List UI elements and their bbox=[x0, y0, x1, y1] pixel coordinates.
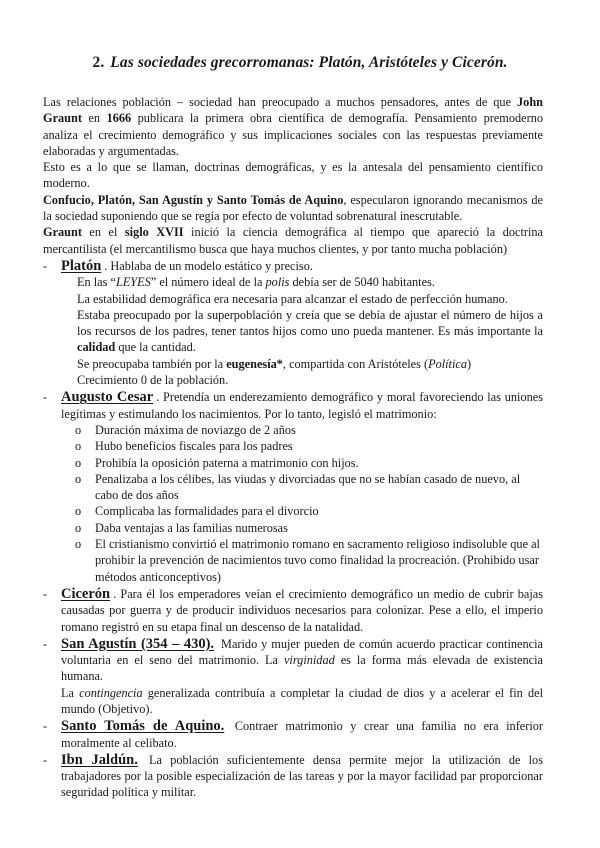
platon-line-5: Crecimiento 0 de la población. bbox=[77, 373, 229, 388]
section-jaldun: - Ibn Jaldún. La población suficientemente densa permite mejor la utilización de los trabajadores por la posible especialización de las tareas y por la mayor facilidad par proporcionar seguridad política y militar. bbox=[43, 751, 543, 800]
platon-line-2: La estabilidad demográfica era necesaria para alcanzar el estado de perfección humano. bbox=[77, 291, 508, 306]
section-agustin: - San Agustín (354 – 430). Marido y mujer pueden de común acuerdo practicar continencia voluntaria en el seno del matrimonio. La virginidad es la forma más elevada de existencia humana. La contingencia generalizada contribuía a completar la ciudad de dios y a acelerar el fin del mundo (Objetivo). bbox=[43, 635, 543, 716]
list-item: o Daba ventajas a las familias numerosas bbox=[75, 520, 288, 535]
section-title-text: Las sociedades grecorromanas: Platón, Aristóteles y Cicerón. bbox=[110, 54, 508, 71]
list-item: o Duración máxima de noviazgo de 2 años bbox=[75, 422, 296, 437]
list-item: o Hubo beneficios fiscales para los padres bbox=[75, 439, 293, 454]
list-dash: - bbox=[43, 258, 48, 273]
document-body bbox=[43, 94, 543, 801]
list-item: o Prohibía la oposición paterna a matrimonio con hijos. bbox=[75, 455, 359, 470]
intro-paragraph-2: Esto es a lo que se llaman, doctrinas demográficas, y es la antesala del pensamiento científico moderno. bbox=[43, 160, 543, 191]
heading-agustin: San Agustín (354 – 430). bbox=[61, 635, 215, 652]
section-tomas: - Santo Tomás de Aquino. Contraer matrimonio y crear una familia no era inferior moralmente al celibato. bbox=[43, 718, 543, 750]
intro-paragraph-1: Las relaciones población – sociedad han preocupado a muchos pensadores, antes de que John Graunt en 1666 publicara la primera obra científica de demografía. Pensamiento premoderno analiza el crecimiento demográfico y sus implicaciones sociales con las respuestas previamente elaboradas y argumentadas. bbox=[43, 95, 543, 158]
heading-platon: Platón bbox=[61, 257, 102, 274]
heading-jaldun: Ibn Jaldún. bbox=[61, 751, 138, 768]
heading-augusto: Augusto Cesar bbox=[61, 389, 154, 406]
platon-line-1: En las “LEYES” el número ideal de la polis debía ser de 5040 habitantes. bbox=[77, 275, 435, 290]
intro-paragraph-3: Confucio, Platón, San Agustín y Santo Tomás de Aquino, especularon ignorando mecanismos de la sociedad suponiendo que se regía por efecto de voluntad sobrenatural inescrutable. bbox=[43, 192, 543, 224]
platon-line-4: Se preocupaba también por la eugenesía*, compartida con Aristóteles (Política) bbox=[77, 356, 472, 371]
list-dash: - bbox=[43, 586, 48, 601]
list-dash: - bbox=[43, 390, 48, 405]
list-dash: - bbox=[43, 636, 48, 651]
list-item: o Penalizaba a los célibes, las viudas y divorciadas que no se habían casado de nuevo, al cabo de dos años bbox=[75, 471, 521, 503]
section-augusto: - Augusto Cesar . Pretendía un enderezamiento demográfico y moral favoreciendo las uniones legítimas y estimulando los nacimientos. Por lo tanto, legisló el matrimonio: o Duración máxima de noviazgo de 2 años o Hubo beneficios fiscales para los padres o Prohibía la oposición paterna a matrimonio con hijos. o Penalizaba a los célibes, las viudas y divorciadas que no se habían casado de nuevo, al cabo de dos años o Complicaba las formalidades para el divorcio o Daba ventajas a las familias numerosas o El cristianismo convirtió el matrimonio romano en sacramento religioso indisoluble que al prohibir la prevención de nacimientos tuvo como finalidad la procreación. (Prohibido usar métodos anticonceptivos) bbox=[43, 389, 543, 584]
section-title bbox=[0, 54, 600, 72]
list-dash: - bbox=[43, 752, 48, 767]
section-platon: - Platón . Hablaba de un modelo estático y preciso. bbox=[43, 257, 313, 274]
heading-ciceron: Cicerón bbox=[61, 585, 111, 602]
section-number: 2. bbox=[92, 54, 105, 71]
platon-details bbox=[43, 274, 543, 388]
list-item: o Complicaba las formalidades para el divorcio bbox=[75, 504, 319, 519]
list-item: o El cristianismo convirtió el matrimonio romano en sacramento religioso indisoluble que al prohibir la prevención de nacimientos tuvo como finalidad la procreación. (Prohibido usar métodos anticonceptivos) bbox=[75, 537, 540, 584]
list-dash: - bbox=[43, 719, 48, 734]
section-ciceron: - Cicerón . Para él los emperadores veían el crecimiento demográfico un medio de cubrir bajas causadas por guerra y de producir individuos necesarios para colonizar. Pese a ello, el imperio romano registró en su etapa final un descenso de la natalidad. bbox=[43, 585, 543, 634]
platon-line-3: Estaba preocupado por la superpoblación y creía que se debía de ajustar el número de hijos a los recursos de los padres, tener tantos hijos como uno pueda mantener. Es más importante la calidad que la cantidad. bbox=[77, 307, 543, 355]
augusto-measures-list bbox=[61, 422, 543, 585]
intro-paragraph-4: Graunt en el siglo XVII inició la ciencia demográfica al tiempo que apareció la doctrina mercantilista (el mercantilismo busca que haya muchos clientes, y por tanto mucha población) bbox=[43, 225, 543, 256]
heading-tomas: Santo Tomás de Aquino. bbox=[61, 718, 225, 735]
